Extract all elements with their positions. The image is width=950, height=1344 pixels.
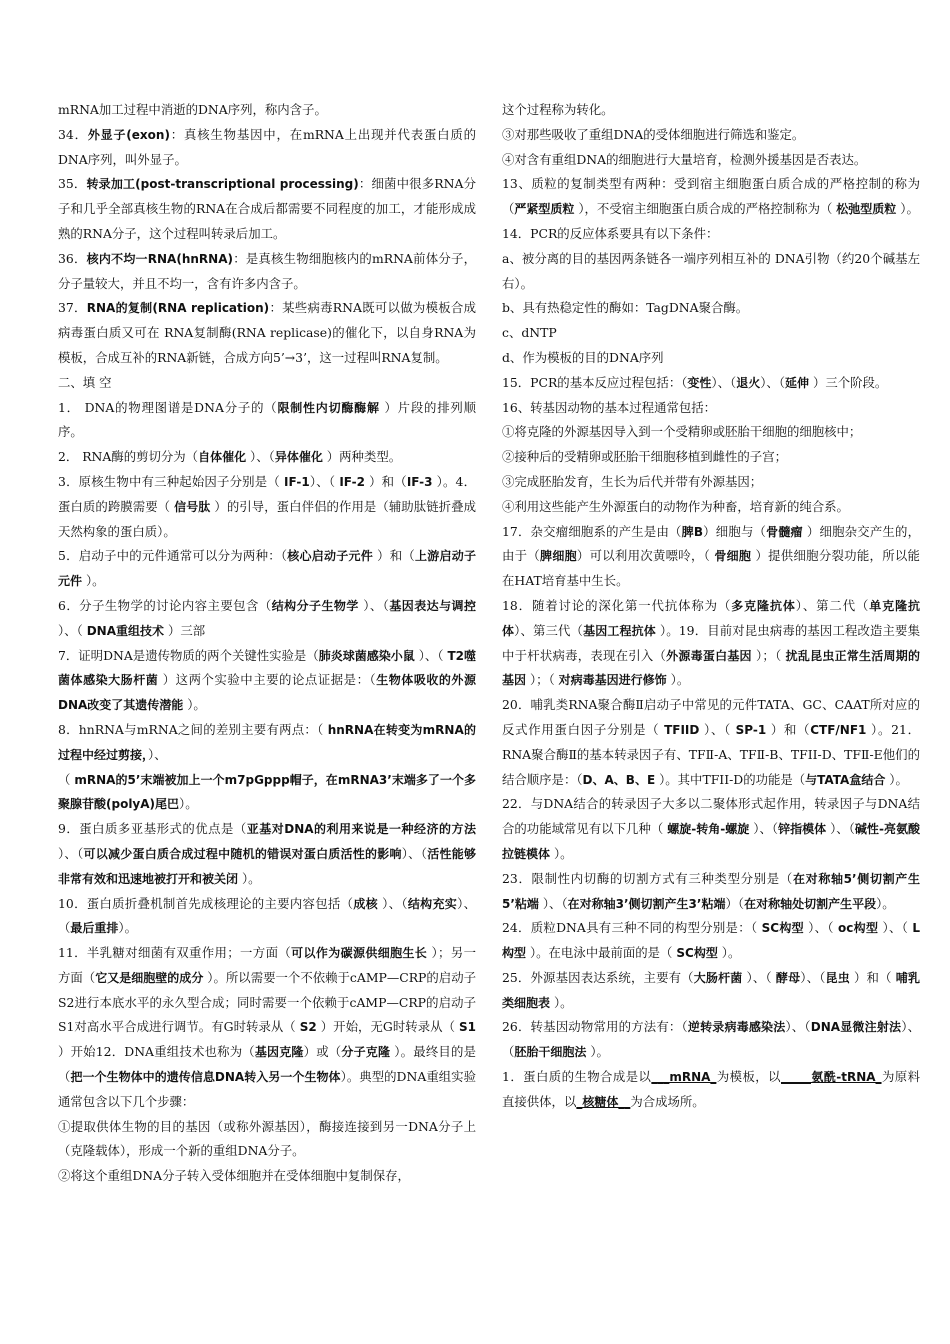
left-paragraph: 35．转录加工(post-transcriptional processing)：细菌中很多RNA分子和几乎全部真核生物的RNA在合成后都需要不同程度的加工，才能形成成熟的RNA分子，这个过程叫转录后加工。 <box>58 176 476 241</box>
left-column <box>58 98 476 1189</box>
left-paragraph: 8．hnRNA与mRNA之间的差别主要有两点：（ hnRNA在转变为mRNA的过程中经过剪接，）、 <box>58 721 476 762</box>
right-paragraph: ④利用这些能产生外源蛋白的动物作为种畜，培育新的纯合系。 <box>502 498 849 514</box>
right-paragraph: ③对那些吸收了重组DNA的受体细胞进行筛选和鉴定。 <box>502 126 805 142</box>
left-paragraph: 6．分子生物学的讨论内容主要包含（结构分子生物学 ）、（基因表达与调控 ）、（ DNA重组技术 ）三部 <box>58 597 476 638</box>
right-paragraph: d、作为模板的目的DNA序列 <box>502 349 664 365</box>
left-paragraph: 10．蛋白质折叠机制首先成核理论的主要内容包括（成核 ）、（结构充实）、（最后重排）。 <box>58 895 476 936</box>
right-paragraph: 15．PCR的基本反应过程包括：（变性）、（退火）、（延伸 ）三个阶段。 <box>502 374 888 390</box>
left-paragraph: 2． RNA酶的剪切分为（自体催化 ）、（异体催化 ）两种类型。 <box>58 449 402 465</box>
left-paragraph: 11．半乳糖对细菌有双重作用；一方面（可以作为碳源供细胞生长 ）；另一方面（它又是细胞壁的成分 ）。所以需要一个不依赖于cAMP—CRP的启动子S2进行本底水平的永久型合成；同时需要一个依赖于cAMP—CRP的启动子S1对高水平合成进行调节。有G时转录从（ S2 ）开始，无G时转录从（ S1 ）开始12．DNA重组技术也称为（基因克隆）或（分子克隆 ）。最终目的是（把一个生物体中的遗传信息DNA转入另一个生物体）。典型的DNA重组实验通常包含以下几个步骤： <box>58 945 477 1109</box>
right-paragraph: 1．蛋白质的生物合成是以___mRNA_为模板，以_____氨酰-tRNA_为原料直接供体，以_核糖体__为合成场所。 <box>502 1069 920 1109</box>
left-paragraph: 34．外显子(exon)：真核生物基因中，在mRNA上出现并代表蛋白质的DNA序列，叫外显子。 <box>58 126 476 167</box>
left-paragraph: 37．RNA的复制(RNA replication)：某些病毒RNA既可以做为模板合成病毒蛋白质又可在 RNA复制酶(RNA replicase)的催化下，以自身RNA为模板，合成互补的RNA新链，合成方向5’→3’，这一过程叫RNA复制。 <box>58 300 476 365</box>
right-paragraph: 17．杂交瘤细胞系的产生是由（脾B）细胞与（骨髓瘤 ）细胞杂交产生的，由于（脾细胞）可以利用次黄嘌呤，（ 骨细胞 ）提供细胞分裂功能，所以能在HAT培育基中生长。 <box>502 523 920 589</box>
left-paragraph: mRNA加工过程中消逝的DNA序列，称内含子。 <box>58 102 327 117</box>
right-paragraph: 23．限制性内切酶的切割方式有三种类型分别是（在对称轴5’侧切割产生5’粘端 ）、（在对称轴3’侧切割产生3’粘端）（在对称轴处切割产生平段）。 <box>502 870 920 911</box>
left-paragraph: 1． DNA的物理图谱是DNA分子的（限制性内切酶酶解 ）片段的排列顺序。 <box>58 399 476 440</box>
right-paragraph: b、具有热稳定性的酶如：TagDNA聚合酶。 <box>502 300 749 316</box>
left-paragraph: 7．证明DNA是遗传物质的两个关键性实验是（肺炎球菌感染小鼠 ）、（ T2噬菌体感染大肠杆菌 ）这两个实验中主要的论点证据是：（生物体吸收的外源DNA改变了其遗传潜能 ）。 <box>58 647 476 713</box>
right-paragraph: 25．外源基因表达系统，主要有（大肠杆菌 ）、（ 酵母）、（昆虫 ）和（ 哺乳类细胞表 ）。 <box>502 969 920 1010</box>
right-paragraph: 13、质粒的复制类型有两种：受到宿主细胞蛋白质合成的严格控制的称为（严紧型质粒 ），不受宿主细胞蛋白质合成的严格控制称为（ 松弛型质粒 ）。 <box>502 176 920 217</box>
right-paragraph: 18．随着讨论的深化第一代抗体称为（多克隆抗体）、第二代（单克隆抗体）、第三代（基因工程抗体 ）。19．目前对昆虫病毒的基因工程改造主要集中于杆状病毒，表现在引入（外源毒蛋白基因 ）；（ 扰乱昆虫正常生活周期的基因 ）；（ 对病毒基因进行修饰 ）。 <box>502 597 920 688</box>
left-paragraph: ②将这个重组DNA分子转入受体细胞并在受体细胞中复制保存， <box>58 1168 410 1184</box>
left-paragraph: （ mRNA的5’末端被加上一个m7pGppp帽子，在mRNA3’末端多了一个多聚腺苷酸(polyA)尾巴）。 <box>58 771 476 812</box>
right-paragraph: ③完成胚胎发育，生长为后代并带有外源基因； <box>502 473 763 489</box>
right-paragraph: ①将克隆的外源基因导入到一个受精卵或胚胎干细胞的细胞核中； <box>502 424 862 440</box>
right-paragraph: 22．与DNA结合的转录因子大多以二聚体形式起作用，转录因子与DNA结合的功能域常见有以下几种（ 螺旋-转角-螺旋 ）、（锌指模体 ）、（碱性-亮氨酸拉链模体 ）。 <box>502 796 920 861</box>
right-paragraph: 24．质粒DNA具有三种不同的构型分别是：（ SC构型 ）、（ oc构型 ）、（ L构型 ）。在电泳中最前面的是（ SC构型 ）。 <box>502 920 921 961</box>
right-paragraph: a、被分离的目的基因两条链各一端序列相互补的 DNA引物（约20个碱基左右）。 <box>502 250 920 291</box>
right-paragraph: 这个过程称为转化。 <box>502 102 614 117</box>
right-paragraph: 20．哺乳类RNA聚合酶Ⅱ启动子中常见的元件TATA、GC、CAAT所对应的反式作用蛋白因子分别是（ TFIID ）、（ SP-1 ）和（CTF/NF1 ）。21．RNA聚合酶Ⅱ的基本转录因子有、TFⅡ-A、TFⅡ-B、TFII-D、TFⅡ-E他们的结合顺序是：（D、A、B、E ）。其中TFII-D的功能是（与TATA盒结合 ）。 <box>502 697 920 787</box>
left-paragraph: 5．启动子中的元件通常可以分为两种：（核心启动子元件 ）和（上游启动子元件 ）。 <box>58 548 476 589</box>
left-paragraph: 二、填 空 <box>58 374 112 390</box>
left-paragraph: ①提取供体生物的目的基因（或称外源基因），酶接连接到另一DNA分子上（克隆载体），形成一个新的重组DNA分子。 <box>58 1118 476 1159</box>
right-paragraph: c、dNTP <box>502 325 557 341</box>
right-paragraph: 14．PCR的反应体系要具有以下条件： <box>502 225 719 241</box>
left-paragraph: 36．核内不均一RNA(hnRNA)：是真核生物细胞核内的mRNA前体分子，分子量较大，并且不均一，含有许多内含子。 <box>58 250 476 291</box>
right-paragraph: 16、转基因动物的基本过程通常包括： <box>502 399 717 415</box>
left-paragraph: 9．蛋白质多亚基形式的优点是（亚基对DNA的利用来说是一种经济的方法 ）、（可以减少蛋白质合成过程中随机的错误对蛋白质活性的影响）、（活性能够非常有效和迅速地被打开和被关闭 ）。 <box>58 821 476 886</box>
right-paragraph: ②接种后的受精卵或胚胎干细胞移植到雌性的子宫； <box>502 449 787 465</box>
left-paragraph: 3．原核生物中有三种起始因子分别是（ IF-1）、（ IF-2 ）和（IF-3 ）。4．蛋白质的跨膜需要（ 信号肽 ）的引导，蛋白伴侣的作用是（辅助肽链折叠成天然构象的蛋白质）。 <box>58 473 476 539</box>
right-column <box>502 98 920 1115</box>
right-paragraph: 26．转基因动物常用的方法有：（逆转录病毒感染法）、（DNA显微注射法）、（胚胎干细胞法 ）。 <box>502 1019 920 1060</box>
right-paragraph: ④对含有重组DNA的细胞进行大量培育，检测外援基因是否表达。 <box>502 151 867 167</box>
